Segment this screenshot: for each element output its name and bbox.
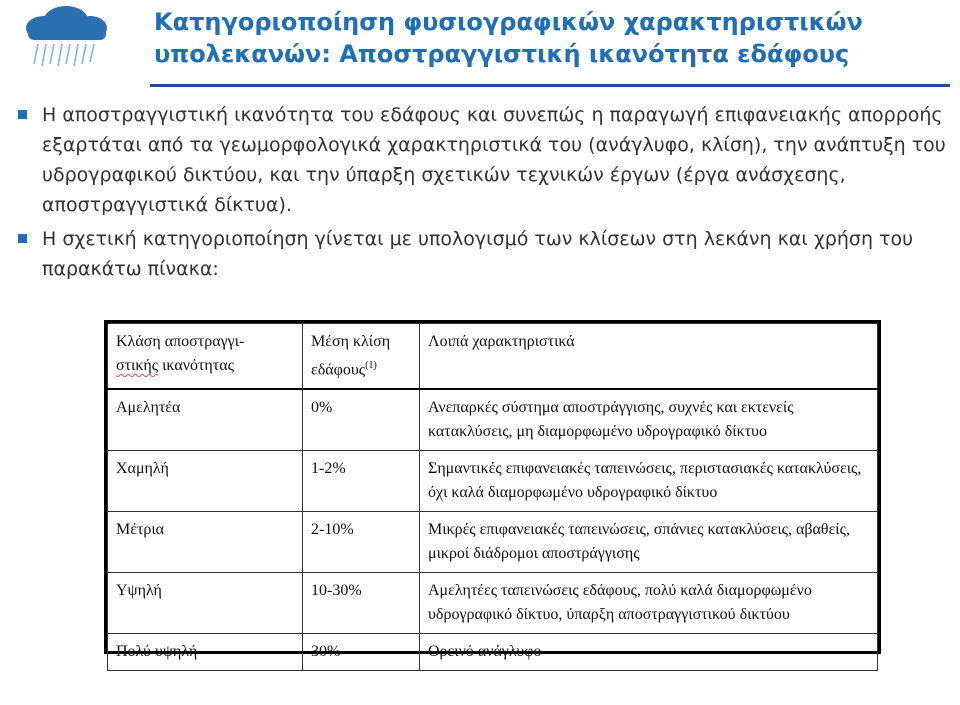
cell-class: Χαμηλή (108, 451, 303, 512)
table-row (108, 634, 878, 671)
cell-slope: 2-10% (303, 512, 420, 573)
square-bullet-icon (18, 234, 27, 243)
title-line-1: Κατηγοριοποίηση φυσιογραφικών χαρακτηριστικών (154, 8, 863, 36)
footnote-marker: (1) (365, 360, 377, 371)
table-row (108, 389, 878, 451)
cell-class: Μέτρια (108, 512, 303, 573)
page-title (154, 6, 934, 70)
cell-other: Ορεινό ανάγλυφο (420, 634, 878, 671)
cell-slope: 0% (303, 389, 420, 451)
bullet-item (10, 100, 950, 220)
bullet-list (10, 100, 950, 284)
title-underline (150, 84, 950, 87)
table-header-row (108, 324, 878, 390)
cell-class: Πολύ υψηλή (108, 634, 303, 671)
table-row (108, 573, 878, 634)
header-cell-slope: Μέση κλίση εδάφους$^{(1)}$ (303, 324, 420, 390)
cell-slope: 30% (303, 634, 420, 671)
cell-other: Αμελητέες ταπεινώσεις εδάφους, πολύ καλά διαμορφωμένο υδρογραφικό δίκτυο, ύπαρξη αποστραγγιστικού δικτύου (420, 573, 878, 634)
cell-slope: 1-2% (303, 451, 420, 512)
square-bullet-icon (18, 110, 27, 119)
cell-slope: 10-30% (303, 573, 420, 634)
cell-other: Ανεπαρκές σύστημα αποστράγγισης, συχνές και εκτενείς κατακλύσεις, μη διαμορφωμένο υδρογραφικό δίκτυο (420, 389, 878, 451)
table-row (108, 451, 878, 512)
drainage-class-table (104, 320, 881, 661)
bullet-item (10, 224, 950, 284)
bullet-text: Η σχετική κατηγοριοποίηση γίνεται με υπολογισμό των κλίσεων στη λεκάνη και χρήση του παρακάτω πίνακα: (42, 228, 914, 280)
header-cell-class: Κλάση αποστραγγι- στικής ικανότητας (108, 324, 303, 390)
rain-cloud-icon (14, 6, 124, 68)
cell-class: Υψηλή (108, 573, 303, 634)
bullet-text: Η αποστραγγιστική ικανότητα του εδάφους και συνεπώς η παραγωγή επιφανειακής απορροής εξαρτάται από τα γεωμορφολογικά χαρακτηριστικά του (ανάγλυφο, κλίση), την ανάπτυξη του υδρογραφικού δικτύου, και την ύπαρξη σχετικών τεχνικών έργων (έργα ανάσχεσης, αποστραγγιστικά δίκτυα). (42, 104, 946, 216)
header-cell-other: Λοιπά χαρακτηριστικά (420, 324, 878, 390)
cell-class: Αμελητέα (108, 389, 303, 451)
title-line-2: υπολεκανών: Αποστραγγιστική ικανότητα εδάφους (154, 40, 850, 68)
cell-other: Σημαντικές επιφανειακές ταπεινώσεις, περιστασιακές κατακλύσεις, όχι καλά διαμορφωμένο υδρογραφικό δίκτυο (420, 451, 878, 512)
cell-other: Μικρές επιφανειακές ταπεινώσεις, σπάνιες κατακλύσεις, αβαθείς, μικροί διάδρομοι αποστράγγισης (420, 512, 878, 573)
table-row (108, 512, 878, 573)
